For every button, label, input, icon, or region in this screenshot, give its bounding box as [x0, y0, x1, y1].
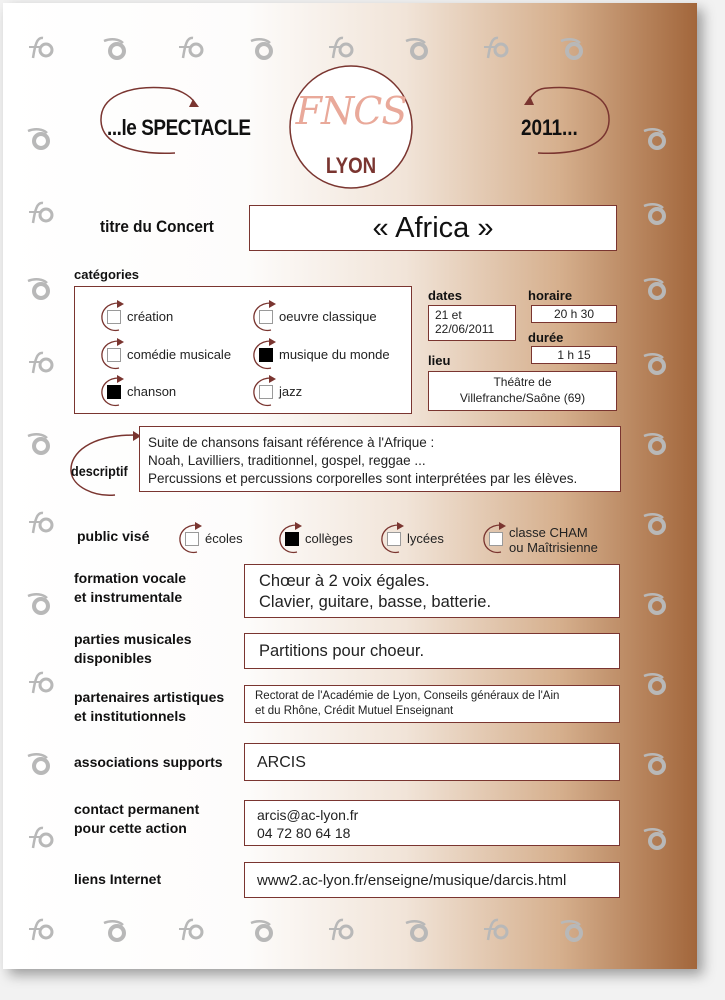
- contact-label-line1: contact permanent: [74, 801, 200, 817]
- watermark-symbol-icon: [25, 823, 55, 853]
- watermark-symbol-icon: [325, 915, 355, 945]
- watermark-symbol-icon: [641, 668, 671, 698]
- parties-label-line2: disponibles: [74, 650, 152, 666]
- watermark-symbol-icon: [25, 508, 55, 538]
- right-title: 2011...: [521, 115, 578, 140]
- dates-line1: 21 et: [435, 308, 462, 322]
- partenaires-line1: Rectorat de l'Académie de Lyon, Conseils généraux de l'Ain: [255, 690, 560, 702]
- public-item-label: écoles: [205, 531, 243, 546]
- watermark-symbol-icon: [403, 915, 433, 945]
- public-item-label: collèges: [305, 531, 353, 546]
- duree-label: durée: [528, 330, 564, 345]
- logo-letters: FNCS: [295, 89, 407, 133]
- public-item-label: classe CHAM: [509, 525, 588, 540]
- category-item-label: oeuvre classique: [279, 309, 377, 324]
- horaire-label: horaire: [528, 288, 573, 303]
- watermark-symbol-icon: [641, 428, 671, 458]
- category-checkbox[interactable]: [107, 348, 121, 362]
- watermark-symbol-icon: [25, 915, 55, 945]
- partenaires-box: [244, 685, 620, 723]
- watermark-symbol-icon: [25, 668, 55, 698]
- descriptif-line1: Suite de chansons faisant référence à l'Afrique :: [148, 435, 435, 450]
- watermark-symbol-icon: [641, 348, 671, 378]
- category-item-label: musique du monde: [279, 347, 390, 362]
- watermark-symbol-icon: [101, 915, 131, 945]
- watermark-symbol-icon: [25, 33, 55, 63]
- formation-label-line1: formation vocale: [74, 570, 187, 586]
- public-item-label-line2: ou Maîtrisienne: [509, 540, 598, 555]
- watermark-symbol-icon: [25, 428, 55, 458]
- liens-box: [244, 862, 620, 898]
- dates-box: [428, 305, 516, 341]
- formation-label-line2: et instrumentale: [74, 589, 183, 605]
- partenaires-label-line2: et institutionnels: [74, 708, 186, 724]
- category-checkbox[interactable]: [107, 310, 121, 324]
- categories-label: catégories: [74, 267, 140, 282]
- watermark-symbol-icon: [480, 915, 510, 945]
- liens-label: liens Internet: [74, 871, 162, 887]
- contact-label-line2: pour cette action: [74, 820, 187, 836]
- public-checkbox[interactable]: [285, 532, 299, 546]
- partenaires-line2: et du Rhône, Crédit Mutuel Enseignant: [255, 705, 454, 717]
- category-checkbox[interactable]: [107, 385, 121, 399]
- associations-value: ARCIS: [257, 754, 306, 771]
- public-checkbox[interactable]: [489, 532, 503, 546]
- descriptif-line2: Noah, Lavilliers, traditionnel, gospel, reggae ...: [148, 453, 426, 468]
- category-item-label: jazz: [279, 384, 303, 399]
- watermark-symbol-icon: [25, 273, 55, 303]
- parties-box: [244, 633, 620, 669]
- category-item-label: comédie musicale: [127, 347, 232, 362]
- formation-box: [244, 564, 620, 618]
- lieu-box: [428, 371, 617, 411]
- liens-value[interactable]: www2.ac-lyon.fr/enseigne/musique/darcis.html: [257, 872, 567, 889]
- partenaires-label-line1: partenaires artistiques: [74, 689, 225, 705]
- watermark-symbol-icon: [558, 915, 588, 945]
- watermark-symbol-icon: [641, 198, 671, 228]
- dates-label: dates: [428, 288, 462, 303]
- contact-box: [244, 800, 620, 846]
- lieu-label: lieu: [428, 353, 451, 368]
- watermark-symbol-icon: [25, 198, 55, 228]
- duree-value: 1 h 15: [557, 348, 591, 362]
- concert-title-label: titre du Concert: [100, 217, 214, 236]
- associations-label: associations supports: [74, 754, 223, 770]
- contact-phone: 04 72 80 64 18: [257, 825, 351, 841]
- lieu-line1: Théâtre de: [493, 375, 552, 389]
- watermark-symbol-icon: [25, 123, 55, 153]
- parties-label-line1: parties musicales: [74, 631, 192, 647]
- watermark-symbol-icon: [175, 915, 205, 945]
- concert-title-box: [249, 205, 617, 251]
- horaire-value: 20 h 30: [553, 307, 595, 321]
- watermark-symbol-icon: [641, 123, 671, 153]
- watermark-symbol-icon: [641, 273, 671, 303]
- lieu-line2: Villefranche/Saône (69): [459, 391, 586, 405]
- concert-title: « Africa »: [372, 212, 494, 244]
- public-checkbox[interactable]: [387, 532, 401, 546]
- public-checkbox[interactable]: [185, 532, 199, 546]
- category-item-label: chanson: [127, 384, 177, 399]
- watermark-symbol-icon: [101, 33, 131, 63]
- poster-sheet: [3, 3, 697, 969]
- descriptif-box: [139, 426, 621, 492]
- watermark-symbol-icon: [641, 823, 671, 853]
- watermark-symbol-icon: [641, 508, 671, 538]
- watermark-symbol-icon: [641, 588, 671, 618]
- watermark-symbol-icon: [248, 33, 278, 63]
- associations-box: [244, 743, 620, 781]
- watermark-symbol-icon: [325, 33, 355, 63]
- watermark-symbol-icon: [558, 33, 588, 63]
- watermark-symbol-icon: [25, 588, 55, 618]
- watermark-symbol-icon: [480, 33, 510, 63]
- public-label: public visé: [77, 528, 150, 544]
- watermark-symbol-icon: [248, 915, 278, 945]
- duree-box: [531, 346, 617, 364]
- watermark-symbol-icon: [641, 748, 671, 778]
- watermark-symbol-icon: [25, 348, 55, 378]
- descriptif-label: descriptif: [71, 463, 128, 479]
- watermark-symbol-icon: [403, 33, 433, 63]
- category-checkbox[interactable]: [259, 310, 273, 324]
- left-title: ...le SPECTACLE: [107, 115, 251, 140]
- dates-line2: 22/06/2011: [435, 322, 495, 336]
- formation-line1: Chœur à 2 voix égales.: [259, 572, 430, 590]
- category-item-label: création: [127, 309, 174, 324]
- watermark-symbol-icon: [175, 33, 205, 63]
- horaire-box: [531, 305, 617, 323]
- public-item-label: lycées: [407, 531, 444, 546]
- descriptif-line3: Percussions et percussions corporelles sont interprétées par les élèves.: [148, 471, 578, 486]
- contact-email[interactable]: arcis@ac-lyon.fr: [257, 807, 359, 823]
- formation-line2: Clavier, guitare, basse, batterie.: [259, 593, 492, 611]
- logo-city: LYON: [325, 153, 377, 178]
- category-checkbox[interactable]: [259, 385, 273, 399]
- parties-value: Partitions pour choeur.: [259, 642, 425, 660]
- category-checkbox[interactable]: [259, 348, 273, 362]
- watermark-symbol-icon: [25, 748, 55, 778]
